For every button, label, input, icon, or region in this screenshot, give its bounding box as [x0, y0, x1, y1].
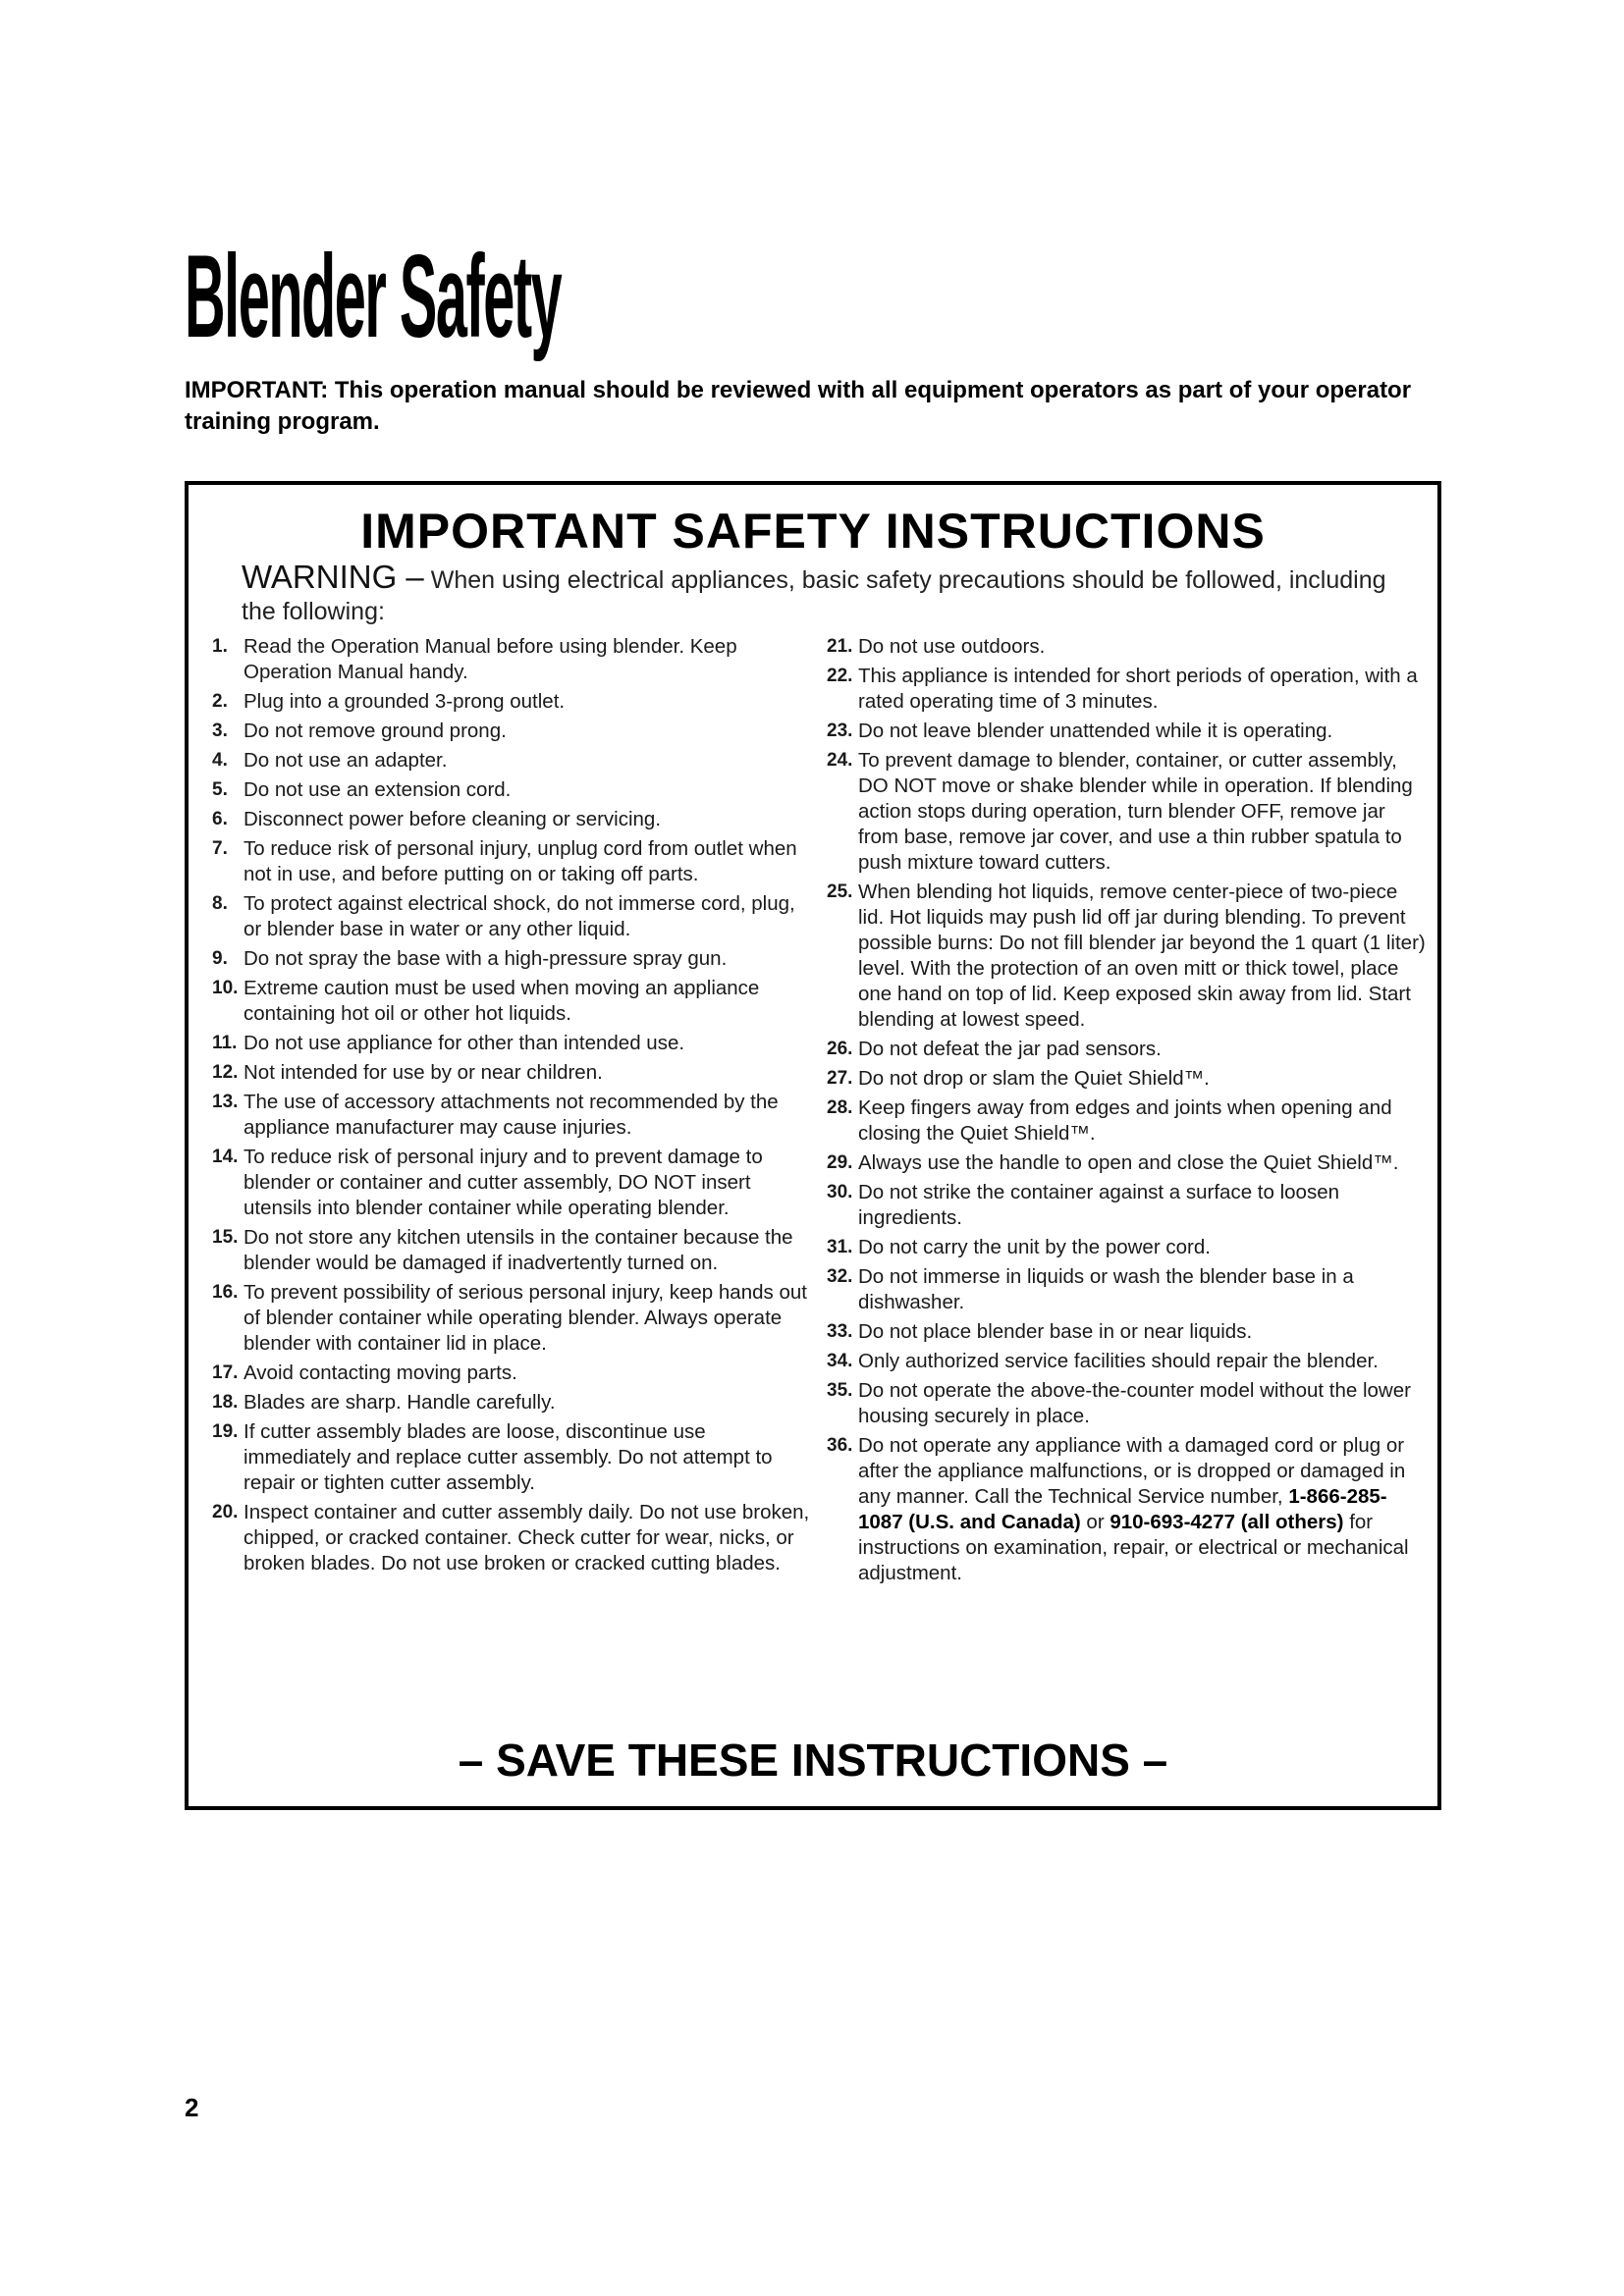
page-number: 2 [185, 2093, 199, 2122]
item-text: Do not remove ground prong. [244, 720, 507, 742]
instruction-item [212, 1225, 813, 1276]
instruction-item [212, 976, 813, 1027]
item-text: Do not immerse in liquids or wash the blender base in a dishwasher. [858, 1265, 1354, 1313]
instruction-item [827, 1349, 1428, 1374]
item-number: 22. [827, 666, 853, 686]
instructions-right-column [827, 634, 1428, 1590]
warning-text [242, 561, 1410, 627]
item-text: Do not spray the base with a high-pressure spray gun. [244, 947, 728, 970]
item-number: 3. [212, 721, 228, 741]
item-number: 32. [827, 1266, 853, 1287]
item-number: 11. [212, 1033, 238, 1053]
item-text: Always use the handle to open and close the Quiet Shield™. [858, 1151, 1399, 1174]
instruction-item [212, 1031, 813, 1056]
item-number: 7. [212, 838, 228, 859]
instruction-item [212, 634, 813, 685]
item-text: Extreme caution must be used when moving an appliance containing hot oil or other hot liquids. [244, 977, 760, 1025]
instruction-item [212, 1361, 813, 1386]
instruction-item [212, 1090, 813, 1141]
instruction-item [827, 748, 1428, 876]
item-text: Do not use outdoors. [858, 635, 1046, 658]
item-text: Do not carry the unit by the power cord. [858, 1236, 1211, 1258]
instruction-item [212, 1390, 813, 1415]
item-text: When blending hot liquids, remove center-piece of two-piece lid. Hot liquids may push lid off jar during blending. To prevent possible burns: Do not fill blender jar beyond the 1 quart (1 liter) level. With the protection of an oven mitt or thick towel, place one hand on top of lid. Keep exposed skin away from lid. Start blending at lowest speed. [858, 881, 1426, 1031]
item-number: 34. [827, 1351, 853, 1371]
item-text: Do not strike the container against a surface to loosen ingredients. [858, 1181, 1340, 1229]
phone-others: 910-693-4277 (all others) [1110, 1511, 1344, 1533]
instruction-item [827, 1150, 1428, 1176]
item-text: Only authorized service facilities should repair the blender. [858, 1350, 1379, 1372]
item-text: Do not place blender base in or near liquids. [858, 1320, 1253, 1343]
item-number: 28. [827, 1097, 853, 1118]
item-number: 33. [827, 1321, 853, 1342]
item-number: 26. [827, 1039, 853, 1059]
save-instructions: – SAVE THESE INSTRUCTIONS – [458, 1735, 1168, 1786]
item-number: 9. [212, 948, 228, 969]
item-number: 31. [827, 1237, 853, 1257]
instruction-item [827, 1066, 1428, 1092]
instruction-item [212, 1500, 813, 1576]
instruction-item [212, 946, 813, 972]
item-number: 36. [827, 1435, 853, 1456]
item-number: 6. [212, 809, 228, 829]
item-text: To reduce risk of personal injury, unplug cord from outlet when not in use, and before putting on or taking off parts. [244, 837, 797, 885]
item-number: 24. [827, 750, 853, 771]
instruction-item [212, 1280, 813, 1357]
safety-instructions-box [185, 481, 1441, 1810]
intro-note: IMPORTANT: This operation manual should be reviewed with all equipment operators as part of your operator training program. [185, 377, 1412, 435]
item-number: 23. [827, 721, 853, 741]
item-number: 18. [212, 1392, 239, 1413]
item-number: 35. [827, 1380, 853, 1401]
warning-body: When using electrical appliances, basic safety precautions should be followed, including the following: [242, 566, 1386, 625]
item-number: 20. [212, 1502, 239, 1522]
instruction-item [827, 1235, 1428, 1260]
instruction-item [827, 880, 1428, 1033]
item-text: To prevent possibility of serious personal injury, keep hands out of blender container while operating blender. Always operate blender with container lid in place. [244, 1281, 807, 1355]
warning-label: WARNING – [242, 559, 424, 595]
item-number: 1. [212, 636, 228, 657]
instructions-left-column [212, 634, 813, 1580]
instruction-item [827, 1433, 1428, 1586]
item-number: 13. [212, 1092, 239, 1112]
item-text: Avoid contacting moving parts. [244, 1362, 517, 1384]
instruction-item [212, 836, 813, 887]
item-number: 4. [212, 750, 228, 771]
instruction-item [827, 719, 1428, 744]
item-number: 16. [212, 1282, 239, 1303]
item-text: Do not use an extension cord. [244, 778, 512, 801]
instruction-item [212, 1419, 813, 1496]
item-number: 27. [827, 1068, 853, 1089]
item-text: Do not operate the above-the-counter model without the lower housing securely in place. [858, 1379, 1411, 1427]
item-number: 19. [212, 1421, 239, 1442]
item-number: 5. [212, 779, 228, 800]
instruction-item [212, 1145, 813, 1221]
item-text: Read the Operation Manual before using blender. Keep Operation Manual handy. [244, 635, 737, 683]
instruction-item [212, 1060, 813, 1086]
item-number: 12. [212, 1062, 239, 1083]
instruction-item [827, 1319, 1428, 1345]
item-text: for instructions on examination, repair, or electrical or mechanical adjustment. [858, 1511, 1409, 1584]
instruction-item [827, 1037, 1428, 1062]
instruction-item [827, 1180, 1428, 1231]
item-number: 10. [212, 978, 239, 998]
instruction-item [827, 634, 1428, 660]
instruction-item [827, 1264, 1428, 1315]
item-text: If cutter assembly blades are loose, discontinue use immediately and replace cutter assembly. Do not attempt to repair or tighten cutter assembly. [244, 1420, 773, 1494]
item-text: This appliance is intended for short periods of operation, with a rated operating time of 3 minutes. [858, 665, 1418, 713]
box-heading: IMPORTANT SAFETY INSTRUCTIONS [360, 504, 1266, 559]
item-number: 21. [827, 636, 853, 657]
item-text: To reduce risk of personal injury and to prevent damage to blender or container and cutter assembly, DO NOT insert utensils into blender container while operating blender. [244, 1146, 763, 1219]
instruction-item [827, 664, 1428, 715]
item-text: Blades are sharp. Handle carefully. [244, 1391, 556, 1414]
instruction-item [827, 1378, 1428, 1429]
item-number: 25. [827, 881, 853, 902]
item-number: 17. [212, 1362, 239, 1383]
instruction-item [827, 1095, 1428, 1147]
item-text: or [1080, 1511, 1110, 1533]
item-text: Plug into a grounded 3-prong outlet. [244, 690, 566, 713]
item-text: Do not store any kitchen utensils in the container because the blender would be damaged if inadvertently turned on. [244, 1226, 793, 1274]
item-number: 30. [827, 1182, 853, 1202]
item-text: Do not use appliance for other than intended use. [244, 1032, 685, 1054]
item-text: Not intended for use by or near children. [244, 1061, 603, 1084]
item-number: 14. [212, 1147, 239, 1167]
page-title: Blender Safety [185, 231, 562, 362]
instruction-item [212, 891, 813, 942]
phone-us-canada: 1-866-285-1087 (U.S. and Canada) [858, 1485, 1387, 1533]
item-text: To protect against electrical shock, do not immerse cord, plug, or blender base in water or any other liquid. [244, 892, 795, 940]
item-text: Keep fingers away from edges and joints when opening and closing the Quiet Shield™. [858, 1096, 1392, 1145]
item-text: To prevent damage to blender, container, or cutter assembly, DO NOT move or shake blender while in operation. If blending action stops during operation, turn blender OFF, remove jar from base, remove jar cover, and use a thin rubber spatula to push mixture toward cutters. [858, 749, 1413, 874]
item-text: Do not drop or slam the Quiet Shield™. [858, 1067, 1210, 1090]
instruction-item [212, 777, 813, 803]
item-text: Do not leave blender unattended while it is operating. [858, 720, 1333, 742]
item-text: Disconnect power before cleaning or servicing. [244, 808, 662, 830]
item-text: Inspect container and cutter assembly daily. Do not use broken, chipped, or cracked container. Check cutter for wear, nicks, or broken blades. Do not use broken or cracked cutting blades. [244, 1501, 810, 1575]
item-number: 29. [827, 1152, 853, 1173]
item-number: 15. [212, 1227, 239, 1248]
instruction-item [212, 748, 813, 774]
item-number: 8. [212, 893, 228, 914]
item-text: The use of accessory attachments not recommended by the appliance manufacturer may cause injuries. [244, 1091, 779, 1139]
item-text: Do not operate any appliance with a damaged cord or plug or after the appliance malfunctions, or is dropped or damaged in any manner. Call the Technical Service number, [858, 1434, 1406, 1508]
instruction-item [212, 807, 813, 832]
item-text: Do not use an adapter. [244, 749, 448, 772]
instruction-item [212, 689, 813, 715]
item-number: 2. [212, 691, 228, 712]
item-text: Do not defeat the jar pad sensors. [858, 1038, 1162, 1060]
instruction-item [212, 719, 813, 744]
